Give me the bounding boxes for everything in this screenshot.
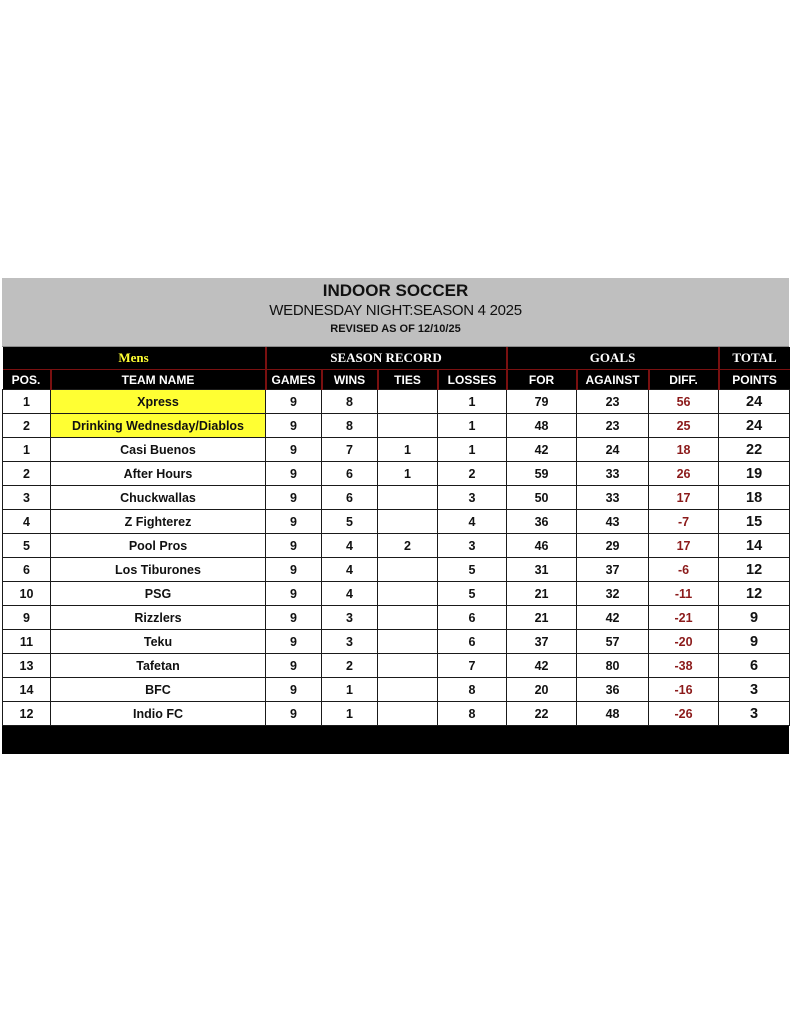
- goals-for-cell: 42: [507, 438, 577, 462]
- goal-diff-cell: -11: [649, 582, 719, 606]
- column-header-row: [3, 370, 790, 390]
- total-header: TOTAL: [719, 347, 790, 370]
- table-row: [3, 390, 790, 414]
- pos-cell: 3: [3, 486, 51, 510]
- ties-cell: [378, 654, 438, 678]
- footer-bar: [2, 726, 789, 754]
- goals-for-cell: 31: [507, 558, 577, 582]
- team-name-cell: Xpress: [51, 390, 266, 414]
- ties-cell: [378, 558, 438, 582]
- points-cell: 24: [719, 390, 790, 414]
- ties-cell: [378, 582, 438, 606]
- ties-cell: 1: [378, 462, 438, 486]
- pos-cell: 5: [3, 534, 51, 558]
- points-cell: 3: [719, 702, 790, 726]
- goals-against-cell: 42: [577, 606, 649, 630]
- table-row: [3, 462, 790, 486]
- pos-cell: 9: [3, 606, 51, 630]
- losses-cell: 1: [438, 414, 507, 438]
- team-name-cell: Indio FC: [51, 702, 266, 726]
- table-row: [3, 486, 790, 510]
- points-cell: 15: [719, 510, 790, 534]
- ties-cell: [378, 486, 438, 510]
- wins-cell: 1: [322, 678, 378, 702]
- team-name-cell: Z Fighterez: [51, 510, 266, 534]
- losses-cell: 4: [438, 510, 507, 534]
- wins-cell: 5: [322, 510, 378, 534]
- pos-cell: 12: [3, 702, 51, 726]
- games-cell: 9: [266, 414, 322, 438]
- team-name-cell: Teku: [51, 630, 266, 654]
- wins-cell: 4: [322, 558, 378, 582]
- column-header-diff: DIFF.: [649, 370, 719, 390]
- goals-against-cell: 57: [577, 630, 649, 654]
- games-cell: 9: [266, 678, 322, 702]
- points-cell: 24: [719, 414, 790, 438]
- goals-for-cell: 37: [507, 630, 577, 654]
- goals-against-cell: 29: [577, 534, 649, 558]
- team-name-cell: After Hours: [51, 462, 266, 486]
- goals-against-cell: 24: [577, 438, 649, 462]
- table-row: [3, 510, 790, 534]
- table-row: [3, 438, 790, 462]
- losses-cell: 5: [438, 558, 507, 582]
- losses-cell: 3: [438, 486, 507, 510]
- goal-diff-cell: 17: [649, 534, 719, 558]
- wins-cell: 3: [322, 606, 378, 630]
- games-cell: 9: [266, 606, 322, 630]
- title-band: [2, 278, 789, 347]
- pos-cell: 2: [3, 414, 51, 438]
- games-cell: 9: [266, 486, 322, 510]
- goal-diff-cell: -26: [649, 702, 719, 726]
- games-cell: 9: [266, 510, 322, 534]
- losses-cell: 6: [438, 606, 507, 630]
- games-cell: 9: [266, 702, 322, 726]
- season-subtitle: WEDNESDAY NIGHT:SEASON 4 2025: [269, 302, 522, 319]
- goals-for-cell: 21: [507, 606, 577, 630]
- goals-for-cell: 50: [507, 486, 577, 510]
- pos-cell: 1: [3, 390, 51, 414]
- table-row: [3, 606, 790, 630]
- goals-against-cell: 36: [577, 678, 649, 702]
- points-cell: 9: [719, 606, 790, 630]
- revised-date: REVISED AS OF 12/10/25: [330, 323, 461, 335]
- goals-against-cell: 37: [577, 558, 649, 582]
- table-row: [3, 534, 790, 558]
- goals-against-cell: 23: [577, 390, 649, 414]
- points-cell: 18: [719, 486, 790, 510]
- goals-for-cell: 46: [507, 534, 577, 558]
- goal-diff-cell: -21: [649, 606, 719, 630]
- games-cell: 9: [266, 438, 322, 462]
- pos-cell: 1: [3, 438, 51, 462]
- column-header-pos: POS.: [3, 370, 51, 390]
- goals-against-cell: 48: [577, 702, 649, 726]
- points-cell: 12: [719, 558, 790, 582]
- column-header-against: AGAINST: [577, 370, 649, 390]
- losses-cell: 3: [438, 534, 507, 558]
- losses-cell: 1: [438, 438, 507, 462]
- wins-cell: 7: [322, 438, 378, 462]
- losses-cell: 1: [438, 390, 507, 414]
- points-cell: 6: [719, 654, 790, 678]
- wins-cell: 1: [322, 702, 378, 726]
- column-header-ties: TIES: [378, 370, 438, 390]
- standings-sheet: [2, 278, 789, 754]
- goals-against-cell: 32: [577, 582, 649, 606]
- wins-cell: 6: [322, 462, 378, 486]
- team-name-cell: BFC: [51, 678, 266, 702]
- column-header-losses: LOSSES: [438, 370, 507, 390]
- table-row: [3, 414, 790, 438]
- losses-cell: 2: [438, 462, 507, 486]
- division-label: Mens: [3, 347, 266, 370]
- season-record-header: SEASON RECORD: [266, 347, 507, 370]
- pos-cell: 2: [3, 462, 51, 486]
- games-cell: 9: [266, 390, 322, 414]
- standings-rows: [3, 390, 790, 726]
- team-name-cell: Rizzlers: [51, 606, 266, 630]
- wins-cell: 6: [322, 486, 378, 510]
- goal-diff-cell: -16: [649, 678, 719, 702]
- wins-cell: 2: [322, 654, 378, 678]
- games-cell: 9: [266, 462, 322, 486]
- points-cell: 19: [719, 462, 790, 486]
- games-cell: 9: [266, 654, 322, 678]
- ties-cell: 2: [378, 534, 438, 558]
- pos-cell: 14: [3, 678, 51, 702]
- ties-cell: [378, 702, 438, 726]
- goals-for-cell: 48: [507, 414, 577, 438]
- page-title: INDOOR SOCCER: [322, 281, 469, 300]
- group-header-row: [3, 347, 790, 370]
- games-cell: 9: [266, 558, 322, 582]
- team-name-cell: Tafetan: [51, 654, 266, 678]
- goals-for-cell: 36: [507, 510, 577, 534]
- losses-cell: 7: [438, 654, 507, 678]
- points-cell: 3: [719, 678, 790, 702]
- games-cell: 9: [266, 534, 322, 558]
- column-header-team: TEAM NAME: [51, 370, 266, 390]
- table-row: [3, 630, 790, 654]
- wins-cell: 4: [322, 534, 378, 558]
- wins-cell: 8: [322, 390, 378, 414]
- pos-cell: 4: [3, 510, 51, 534]
- column-header-wins: WINS: [322, 370, 378, 390]
- table-row: [3, 654, 790, 678]
- points-cell: 14: [719, 534, 790, 558]
- goal-diff-cell: -20: [649, 630, 719, 654]
- team-name-cell: Chuckwallas: [51, 486, 266, 510]
- games-cell: 9: [266, 582, 322, 606]
- ties-cell: [378, 414, 438, 438]
- team-name-cell: PSG: [51, 582, 266, 606]
- goals-for-cell: 79: [507, 390, 577, 414]
- table-row: [3, 678, 790, 702]
- team-name-cell: Casi Buenos: [51, 438, 266, 462]
- goals-for-cell: 59: [507, 462, 577, 486]
- pos-cell: 13: [3, 654, 51, 678]
- pos-cell: 11: [3, 630, 51, 654]
- wins-cell: 4: [322, 582, 378, 606]
- goal-diff-cell: 17: [649, 486, 719, 510]
- goal-diff-cell: 25: [649, 414, 719, 438]
- team-name-cell: Los Tiburones: [51, 558, 266, 582]
- table-row: [3, 702, 790, 726]
- ties-cell: [378, 678, 438, 702]
- ties-cell: 1: [378, 438, 438, 462]
- goals-against-cell: 23: [577, 414, 649, 438]
- pos-cell: 10: [3, 582, 51, 606]
- team-name-cell: Drinking Wednesday/Diablos: [51, 414, 266, 438]
- losses-cell: 8: [438, 702, 507, 726]
- table-row: [3, 582, 790, 606]
- goals-against-cell: 33: [577, 486, 649, 510]
- points-cell: 22: [719, 438, 790, 462]
- games-cell: 9: [266, 630, 322, 654]
- column-header-for: FOR: [507, 370, 577, 390]
- goals-for-cell: 20: [507, 678, 577, 702]
- ties-cell: [378, 630, 438, 654]
- losses-cell: 5: [438, 582, 507, 606]
- ties-cell: [378, 390, 438, 414]
- ties-cell: [378, 510, 438, 534]
- pos-cell: 6: [3, 558, 51, 582]
- losses-cell: 6: [438, 630, 507, 654]
- losses-cell: 8: [438, 678, 507, 702]
- goal-diff-cell: -38: [649, 654, 719, 678]
- goal-diff-cell: -6: [649, 558, 719, 582]
- column-header-games: GAMES: [266, 370, 322, 390]
- goals-header: GOALS: [507, 347, 719, 370]
- points-cell: 9: [719, 630, 790, 654]
- goals-against-cell: 80: [577, 654, 649, 678]
- wins-cell: 8: [322, 414, 378, 438]
- goals-against-cell: 33: [577, 462, 649, 486]
- column-header-points: POINTS: [719, 370, 790, 390]
- goal-diff-cell: 26: [649, 462, 719, 486]
- team-name-cell: Pool Pros: [51, 534, 266, 558]
- standings-table: [2, 347, 790, 726]
- goals-against-cell: 43: [577, 510, 649, 534]
- goal-diff-cell: 56: [649, 390, 719, 414]
- goals-for-cell: 22: [507, 702, 577, 726]
- goals-for-cell: 21: [507, 582, 577, 606]
- ties-cell: [378, 606, 438, 630]
- goals-for-cell: 42: [507, 654, 577, 678]
- table-row: [3, 558, 790, 582]
- points-cell: 12: [719, 582, 790, 606]
- wins-cell: 3: [322, 630, 378, 654]
- goal-diff-cell: 18: [649, 438, 719, 462]
- goal-diff-cell: -7: [649, 510, 719, 534]
